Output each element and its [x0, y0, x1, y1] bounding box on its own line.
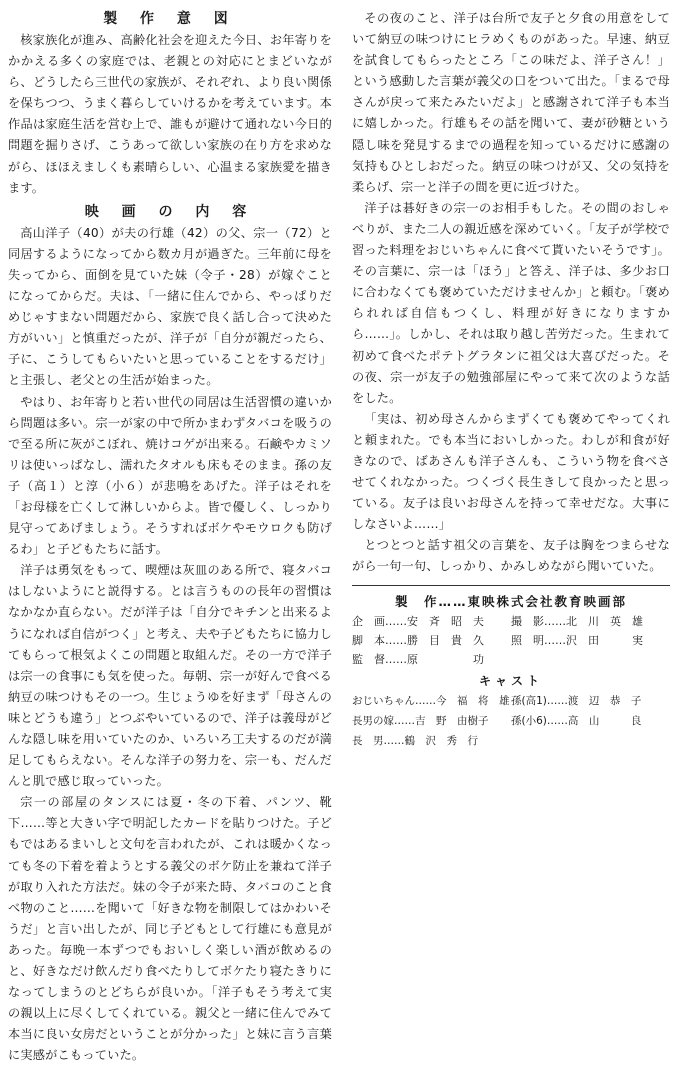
left-column [8, 8, 332, 1063]
cast-row [352, 731, 670, 751]
credit-row [352, 650, 670, 669]
paragraph-story-2: やはり、お年寄りと若い世代の同居は生活習慣の違いから問題は多い。宗一が家の中で所かまわずタバコを吸うので至る所に灰がこぼれ、焼けコゲが出来る。石鹸やカミソリは使いっぱなし、濡れたタオルも床もそのまま。孫の友子（高１）と淳（小６）が悲鳴をあげた。洋子はそれを「お母様を亡くして淋しいからよ。皆で優しく、しっかり見守ってあげましょう。そうすればボケやモウロクも防げるわ」と子どもたちに話す。 [8, 394, 332, 557]
cast-row [352, 691, 670, 711]
credit-director: 監 督……原 功 [352, 652, 484, 666]
paragraph-story-5: その夜のこと、洋子は台所で友子と夕食の用意をしていて納豆の味つけにヒラめくものがあった。早速、納豆を試食してもらったところ「この味だよ、洋子さん！」という感動した言葉が義父の口をついて出た。「まるで母さんが戻って来たみたいだよ」と感謝されて洋子も本当に嬉しかった。行雄もその話を聞いて、妻が砂糖という隠し味を発見するまでの過程を知っているだけに感謝の気持もひとしおだった。納豆の味つけが又、父の気持を柔らげ、宗一と洋子の間を更に近づけた。 [352, 11, 670, 194]
heading-film-content: 映 画 の 内 容 [84, 203, 256, 220]
credit-row [352, 612, 670, 631]
production-credit: 製 作……東映株式会社教育映画部 [394, 593, 627, 609]
credit-planning: 企 画……安 斉 昭 夫 [352, 614, 484, 628]
credit-cinematography: 撮 影……北 川 英 雄 [511, 614, 643, 628]
cast-daughter-in-law: 長男の嫁……吉 野 由樹子 [352, 714, 489, 727]
paragraph-story-3: 洋子は勇気をもって、喫煙は灰皿のある所で、寝タバコはしないようにと説得する。とは言うものの長年の習慣はなかなか直らない。だが洋子は「自分でキチンと出来るようになれば自信がつく」と考え、夫や子どもたちに協力してもらって根気よくこの問題と取組んだ。その一方で洋子は宗一の食事にも気を使った。毎朝、宗一が好んで食べる納豆の味つけもその一つ。生じょうゆを好まず「母さんの味とどうも違う」とつぶやいているので、洋子は義母がどんな隠し味を用いていたのか、いろいろ工夫するのだが満足してもらえない。そんな洋子の努力を、宗一も、だんだんと肌で感じ取っていった。 [8, 563, 332, 789]
paragraph-story-4: 宗一の部屋のタンスには夏・冬の下着、パンツ、靴下……等と大きい字で明記したカードを貼りつけた。子どもではあるまいしと文句を言われたが、これは暖かくなっても冬の下着を着ようとする義父のボケ防止を兼ねて洋子が取り入れた方法だ。妹の令子が来た時、タバコのこと食べ物のこと……を聞いて「好きな物を制限してはかわいそうだ」と言い出したが、同じ子どもとして行雄にも意見があった。毎晩一本ずつでもおいしく楽しい酒が飲めるのと、好きなだけ飲んだり食べたりしてボケたり寝たきりになってしまうのとどちらが良いか。「洋子もそう考えて実の親以上に尽くしてくれている。親父と一緒に住んでみて本当に良い女房だということが分かった」と妹に言う言葉に実感がこもっていた。 [8, 795, 332, 1063]
cast-row [352, 711, 670, 731]
heading-production-intent: 製 作 意 図 [103, 11, 237, 27]
cast-grandson: 孫(小6)……高 山 良 [511, 714, 642, 727]
cast-empty [511, 731, 670, 751]
cast-heading: キャスト [478, 673, 543, 688]
paragraph-story-1: 高山洋子（40）が夫の行雄（42）の父、宗一（72）と同居するようになってから数カ月が過ぎた。三年前に母を失ってから、面倒を見ていた妹（令子・28）が嫁ぐことになってからだ。夫は、「一緒に住んでから、やっぱりだめじゃすまない問題だから、家族で良く話し合って決めた方がいい」と慎重だったが、洋子が「自分が親だったら、子に、こうしてもらいたいと思っていることをするだけ」と主張し、老父との生活が始まった。 [8, 225, 332, 388]
credit-row [352, 631, 670, 650]
paragraph-story-8: とつとつと話す祖父の言葉を、友子は胸をつまらせながら一句一句、しっかり、かみしめながら聞いていた。 [352, 538, 670, 574]
credit-screenplay: 脚 本……勝 目 貴 久 [352, 633, 484, 647]
credit-empty [511, 650, 670, 669]
paragraph-story-7: 「実は、初め母さんからまずくても褒めてやってくれと頼まれた。でも本当においしかった。わしが和食が好きなので、ばあさんも洋子さんも、こういう物を食べさせてくれなかった。つくづく長生きして良かったと思っている。友子は良いお母さんを持って幸せだな。大事にしなさいよ……」 [352, 411, 670, 532]
right-column [352, 8, 670, 751]
paragraph-story-6: 洋子は碁好きの宗一のお相手もした。その間のおしゃべりが、また二人の親近感を深めていく。「友子が学校で習った料理をおじいちゃんに食べて貰いたいそうです」。その言葉に、宗一は「ほう」と答え、洋子は、多少お口に合わなくても褒めていただけませんか」と頼む。「褒められれば自信もつくし、料理が好きになりますから……」。しかし、それは取り越し苦労だった。生まれて初めて食べたポテトグラタンに祖父は大喜びだった。その夜、宗一が友子の勉強部屋にやって来て次のような話をした。 [352, 200, 670, 405]
credit-lighting: 照 明……沢 田 実 [511, 633, 643, 647]
credits-divider [352, 585, 670, 586]
cast-eldest-son: 長 男……鶴 沢 秀 行 [352, 734, 478, 747]
cast-granddaughter: 孫(高1)……渡 辺 恭 子 [511, 694, 642, 707]
paragraph-intent: 核家族化が進み、高齢化社会を迎えた今日、お年寄りをかかえる多くの家庭では、老親との対応にとまどいながら、どうしたら三世代の家族が、それぞれ、より良い関係を保ちつつ、うまく暮らしていけるかを考えています。本作品は家庭生活を営む上で、誰もが避けて通れない今日的問題を掘りさげ、こうあって欲しい家族の在り方を求めながら、ほほえましくも素晴らしい、心温まる家族愛を描きます。 [8, 33, 332, 195]
cast-grandfather: おじいちゃん……今 福 将 雄 [352, 694, 510, 707]
